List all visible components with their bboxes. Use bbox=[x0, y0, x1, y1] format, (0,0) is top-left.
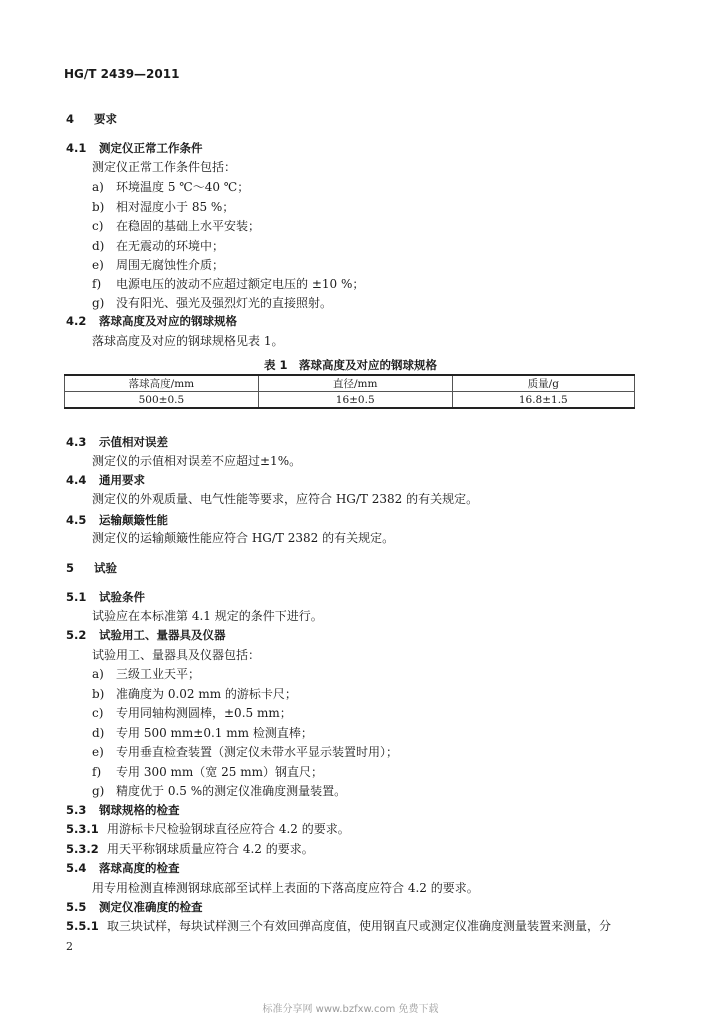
list-item bbox=[92, 295, 332, 311]
section-5-1-heading bbox=[66, 589, 145, 605]
section-number: 4.3 bbox=[66, 435, 87, 449]
clause-text: 用天平称钢球质量应符合 4.2 的要求。 bbox=[107, 842, 314, 856]
list-label: a) bbox=[92, 180, 104, 194]
clause-number: 5.5.1 bbox=[66, 919, 99, 933]
list-label: e) bbox=[92, 745, 104, 759]
list-item bbox=[92, 257, 224, 273]
section-5-heading bbox=[66, 560, 117, 576]
paragraph: 测定仪的外观质量、电气性能等要求，应符合 HG/T 2382 的有关规定。 bbox=[92, 492, 479, 506]
section-title: 钢球规格的检查 bbox=[99, 803, 180, 817]
watermark-footer: 标准分享网 www.bzfxw.com 免费下载 bbox=[262, 1004, 439, 1015]
list-text: 周围无腐蚀性介质； bbox=[116, 258, 225, 272]
section-number: 4 bbox=[66, 112, 75, 126]
section-title: 测定仪正常工作条件 bbox=[99, 141, 203, 155]
list-text: 没有阳光、强光及强烈灯光的直接照射。 bbox=[116, 296, 333, 310]
list-label: c) bbox=[92, 706, 104, 720]
clause-5-5-1 bbox=[66, 918, 611, 934]
section-title: 要求 bbox=[94, 112, 117, 126]
list-label: b) bbox=[92, 687, 105, 701]
table-1 bbox=[64, 374, 635, 409]
list-label: g) bbox=[92, 296, 105, 310]
paragraph: 用专用检测直棒测钢球底部至试样上表面的下落高度应符合 4.2 的要求。 bbox=[92, 881, 479, 895]
list-item bbox=[92, 276, 364, 292]
list-text: 在无震动的环境中； bbox=[116, 239, 225, 253]
list-text: 专用同轴构测圆棒，±0.5 mm； bbox=[116, 706, 292, 720]
list-item bbox=[92, 686, 297, 702]
section-title: 运输颠簸性能 bbox=[99, 513, 168, 527]
list-item bbox=[92, 744, 398, 760]
list-label: d) bbox=[92, 239, 105, 253]
section-number: 4.2 bbox=[66, 314, 87, 328]
table-header-row bbox=[65, 375, 635, 392]
list-label: g) bbox=[92, 784, 105, 798]
section-4-5-heading bbox=[66, 512, 168, 528]
section-number: 5.1 bbox=[66, 590, 87, 604]
section-number: 5.2 bbox=[66, 628, 87, 642]
list-item bbox=[92, 218, 260, 234]
table-row bbox=[65, 392, 635, 409]
list-text: 准确度为 0.02 mm 的游标卡尺； bbox=[116, 687, 297, 701]
section-5-5-heading bbox=[66, 899, 203, 915]
section-4-heading bbox=[66, 111, 117, 127]
list-text: 三级工业天平； bbox=[116, 667, 201, 681]
list-item bbox=[92, 179, 249, 195]
section-title: 试验 bbox=[94, 561, 117, 575]
paragraph: 试验应在本标准第 4.1 规定的条件下进行。 bbox=[92, 609, 323, 623]
table-1-caption: 表 1 落球高度及对应的钢球规格 bbox=[263, 358, 437, 372]
list-label: c) bbox=[92, 219, 104, 233]
paragraph: 落球高度及对应的钢球规格见表 1。 bbox=[92, 334, 284, 348]
section-title: 测定仪准确度的检查 bbox=[99, 900, 203, 914]
section-number: 5.3 bbox=[66, 803, 87, 817]
list-label: f) bbox=[92, 765, 102, 779]
section-title: 落球高度及对应的钢球规格 bbox=[99, 314, 237, 328]
list-text: 环境温度 5 ℃～40 ℃； bbox=[116, 180, 250, 194]
list-label: d) bbox=[92, 726, 105, 740]
list-item bbox=[92, 725, 313, 741]
list-item bbox=[92, 783, 346, 799]
table-cell: 16.8±1.5 bbox=[452, 392, 634, 409]
section-number: 5.5 bbox=[66, 900, 87, 914]
list-item bbox=[92, 764, 323, 780]
section-number: 4.1 bbox=[66, 141, 87, 155]
section-4-2-heading bbox=[66, 313, 237, 329]
section-title: 通用要求 bbox=[99, 473, 145, 487]
paragraph: 试验用工、量器具及仪器包括： bbox=[92, 648, 261, 662]
section-title: 试验用工、量器具及仪器 bbox=[99, 628, 226, 642]
table-cell: 16±0.5 bbox=[258, 392, 452, 409]
section-4-1-heading bbox=[66, 140, 203, 156]
list-item bbox=[92, 666, 200, 682]
list-label: a) bbox=[92, 667, 104, 681]
list-text: 专用 300 mm（宽 25 mm）钢直尺； bbox=[116, 765, 323, 779]
section-5-2-heading bbox=[66, 627, 226, 643]
standard-code-header: HG/T 2439—2011 bbox=[64, 67, 180, 81]
paragraph: 测定仪的示值相对误差不应超过±1%。 bbox=[92, 454, 302, 468]
clause-number: 5.3.2 bbox=[66, 842, 99, 856]
section-5-4-heading bbox=[66, 860, 180, 876]
table-cell: 500±0.5 bbox=[65, 392, 259, 409]
clause-5-3-1 bbox=[66, 821, 350, 837]
list-label: b) bbox=[92, 200, 105, 214]
clause-5-3-2 bbox=[66, 841, 314, 857]
section-number: 4.4 bbox=[66, 473, 87, 487]
section-5-3-heading bbox=[66, 802, 180, 818]
section-title: 试验条件 bbox=[99, 590, 145, 604]
list-item bbox=[92, 705, 292, 721]
list-item bbox=[92, 238, 224, 254]
page-number: 2 bbox=[66, 940, 73, 953]
list-label: f) bbox=[92, 277, 102, 291]
list-text: 专用垂直检查装置（测定仪未带水平显示装置时用）； bbox=[116, 745, 399, 759]
paragraph: 测定仪正常工作条件包括： bbox=[92, 160, 237, 174]
section-title: 示值相对误差 bbox=[99, 435, 168, 449]
list-text: 精度优于 0.5 %的测定仪准确度测量装置。 bbox=[116, 784, 347, 798]
section-number: 5.4 bbox=[66, 861, 87, 875]
list-item bbox=[92, 199, 234, 215]
table-header-cell: 质量/g bbox=[452, 375, 634, 392]
section-number: 5 bbox=[66, 561, 75, 575]
section-4-4-heading bbox=[66, 472, 145, 488]
list-text: 专用 500 mm±0.1 mm 检测直棒； bbox=[116, 726, 313, 740]
clause-number: 5.3.1 bbox=[66, 822, 99, 836]
section-number: 4.5 bbox=[66, 513, 87, 527]
clause-text: 用游标卡尺检验钢球直径应符合 4.2 的要求。 bbox=[107, 822, 350, 836]
section-title: 落球高度的检查 bbox=[99, 861, 180, 875]
list-text: 在稳固的基础上水平安装； bbox=[116, 219, 261, 233]
clause-text: 取三块试样，每块试样测三个有效回弹高度值，使用钢直尺或测定仪准确度测量装置来测量，分 bbox=[107, 919, 612, 933]
paragraph: 测定仪的运输颠簸性能应符合 HG/T 2382 的有关规定。 bbox=[92, 531, 395, 545]
table-header-cell: 落球高度/mm bbox=[65, 375, 259, 392]
section-4-3-heading bbox=[66, 434, 168, 450]
list-label: e) bbox=[92, 258, 104, 272]
table-header-cell: 直径/mm bbox=[258, 375, 452, 392]
list-text: 电源电压的波动不应超过额定电压的 ±10 %； bbox=[116, 277, 365, 291]
list-text: 相对湿度小于 85 %； bbox=[116, 200, 235, 214]
